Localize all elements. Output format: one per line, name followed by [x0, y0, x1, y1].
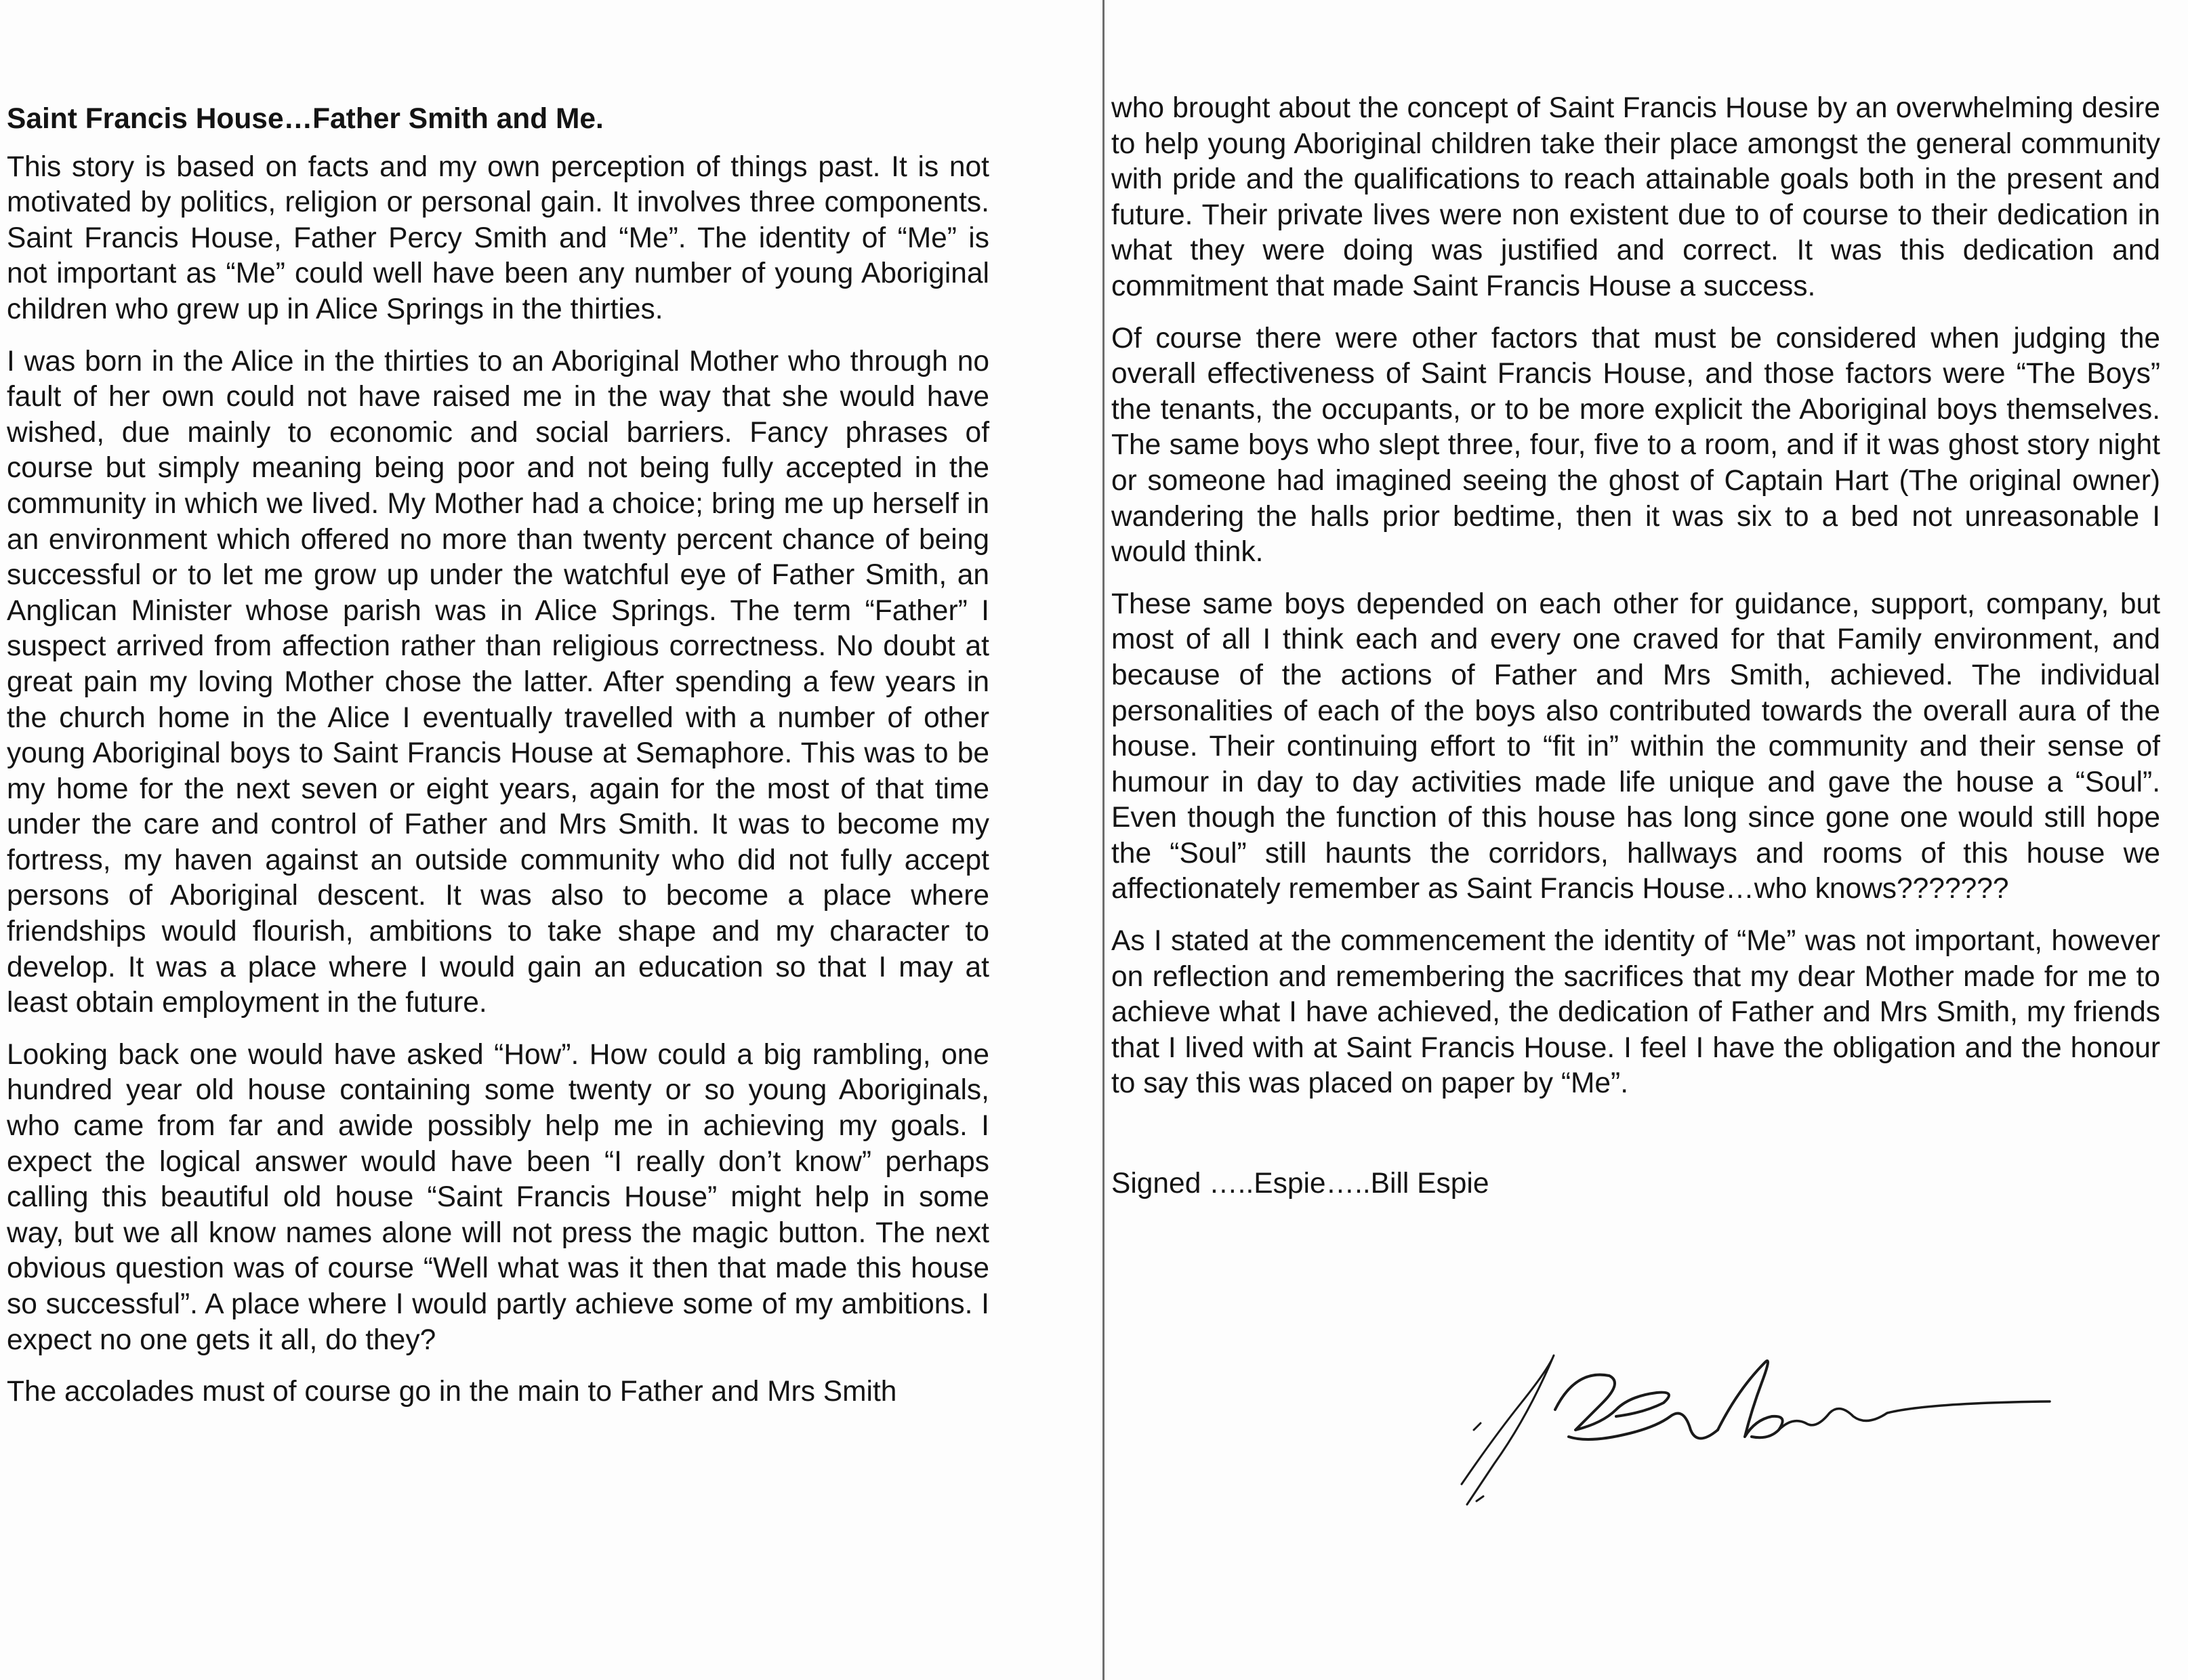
- signature-stroke-lead: [1462, 1355, 1554, 1504]
- right-column: [1111, 91, 2160, 1202]
- signature-stroke-tail: [1779, 1401, 2050, 1430]
- handwritten-signature-icon: [1453, 1328, 2057, 1545]
- paragraph-conclusion: As I stated at the commencement the identity of “Me” was not important, however on reflection and remembering the sacrifices that my dear Mother made for me to achieve what I have achieved, the dedication of Father and Mrs Smith, my friends that I lived with at Saint Francis House. I feel I have the obligation and the honour to say this was placed on paper by “Me”.: [1111, 925, 2160, 1100]
- paragraph-other-factors: Of course there were other factors that must be considered when judging the overall effectiveness of Saint Francis House, and those factors were “The Boys” the tenants, the occupants, or to be more explicit the Aboriginal boys themselves. The same boys who slept three, four, five to a room, and if it was ghost story night or someone had imagined seeing the ghost of Captain Hart (The original owner) wandering the halls prior bedtime, then it was six to a bed not unreasonable I would think.: [1111, 322, 2160, 569]
- paragraph-birth: I was born in the Alice in the thirties to an Aboriginal Mother who through no fault of her own could not have raised me in the way that she would have wished, due mainly to economic and social barriers. Fancy phrases of course but simply meaning being poor and not being fully accepted in the community in which we lived. My Mother had a choice; bring me up herself in an environment which offered no more than twenty percent chance of being successful or to let me grow up under the watchful eye of Father Smith, an Anglican Minister whose parish was in Alice Springs. The term “Father” I suspect arrived from affection rather than religious correctness. No doubt at great pain my loving Mother chose the latter. After spending a few years in the church home in the Alice I eventually travelled with a number of other young Aboriginal boys to Saint Francis House at Semaphore. This was to be my home for the next seven or eight years, again for the most of that time under the care and control of Father and Mrs Smith. It was to become my fortress, my haven against an outside community who did not fully accept persons of Aboriginal descent. It was also to become a place where friendships would flourish, ambitions to take shape and my character to develop. It was a place where I would gain an education so that I may at least obtain employment in the future.: [7, 345, 989, 1019]
- paragraph-intro: This story is based on facts and my own perception of things past. It is not motivated by politics, religion or personal gain. It involves three components. Saint Francis House, Father Percy Smith and “Me”. The identity of “Me” is not important as “Me” could well have been any number of young Aboriginal children who grew up in Alice Springs in the thirties.: [7, 150, 989, 325]
- column-divider: [1102, 0, 1105, 1680]
- signature-stroke-dot: [1477, 1496, 1483, 1501]
- page-title: Saint Francis House…Father Smith and Me.: [7, 103, 604, 135]
- paragraph-accolades-continued: who brought about the concept of Saint Francis House by an overwhelming desire to help young Aboriginal children take their place amongst the general community with pride and the qualifications to reach attainable goals both in the present and future. Their private lives were non existent due to of course to their dedication in what they were doing was justified and correct. It was this dedication and commitment that made Saint Francis House a success.: [1111, 92, 2160, 302]
- signature-stroke-b: [1718, 1361, 1783, 1437]
- paragraph-same-boys: These same boys depended on each other for guidance, support, company, but most of all I think each and every one craved for that Family environment, and because of the actions of Father and Mrs Smith, achieved. The individual personalities of each of the boys also contributed towards the overall aura of the house. Their continuing effort to “fit in” within the community and their sense of humour in day to day activities made life unique and gave the house a “Soul”. Even though the function of this house has long since gone one would still hope the “Soul” still haunts the corridors, hallways and rooms of this house we affectionately remember as Saint Francis House…who knows???????: [1111, 588, 2160, 905]
- paragraph-accolades-start: The accolades must of course go in the main to Father and Mrs Smith: [7, 1376, 897, 1408]
- signature-stroke-loop: [1555, 1375, 1669, 1430]
- left-column: [7, 102, 989, 1427]
- paragraph-looking-back: Looking back one would have asked “How”. How could a big rambling, one hundred year old house containing some twenty or so young Aboriginals, who came from far and awide possibly help me in achieving my goals. I expect the logical answer would have been “I really don’t know” perhaps calling this beautiful old house “Saint Francis House” might help in some way, but we all know names alone will not press the magic button. The next obvious question was of course “Well what was it then that made this house so successful”. A place where I would partly achieve some of my ambitions. I expect no one gets it all, do they?: [7, 1038, 989, 1356]
- signed-line: Signed …..Espie…..Bill Espie: [1111, 1168, 1489, 1200]
